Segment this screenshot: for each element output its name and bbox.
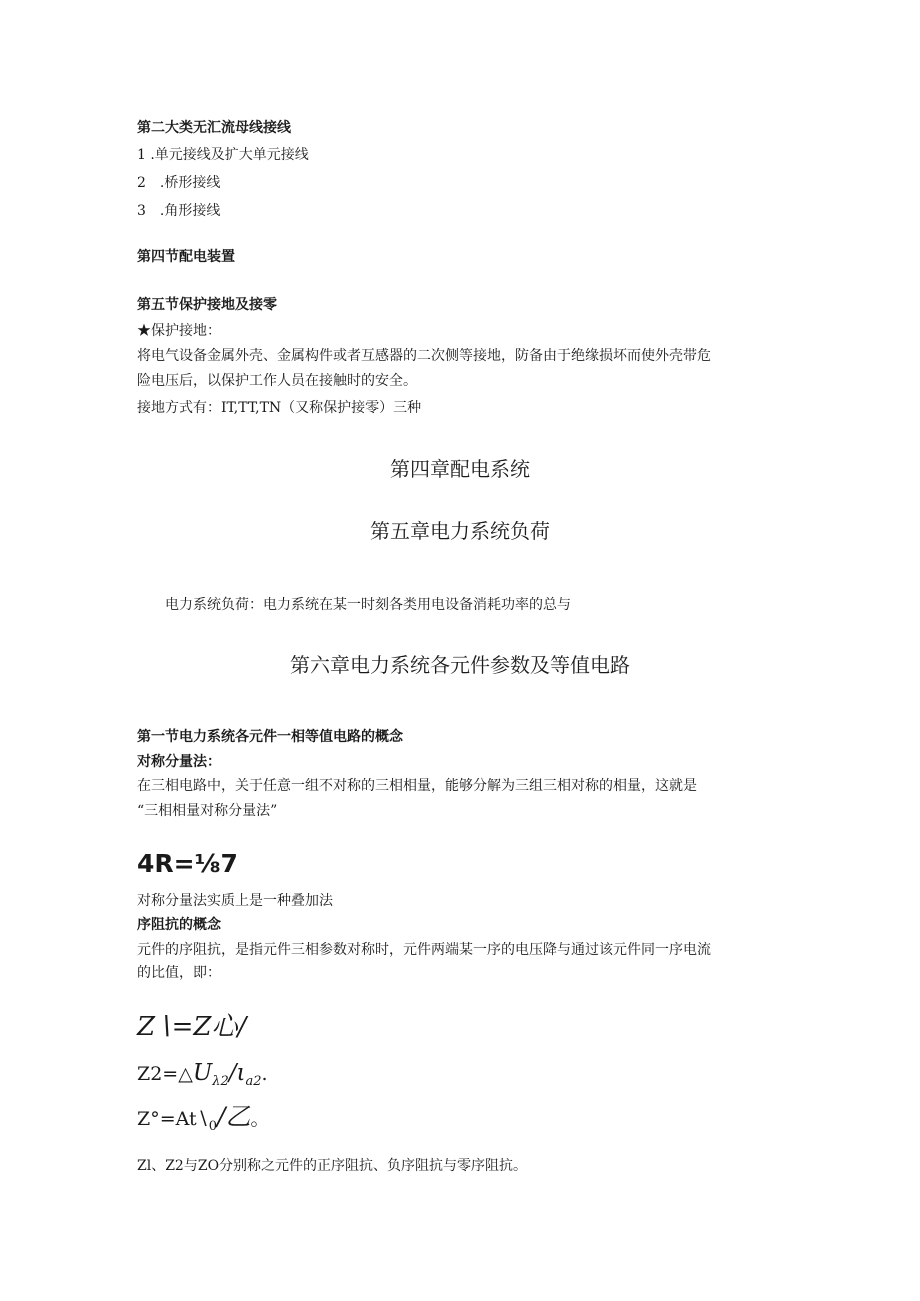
list-item: 1 .单元接线及扩大单元接线 [137,147,309,163]
formula-z2-sub2: a2 [245,1073,262,1089]
heading-symmetrical-components: 对称分量法： [137,754,221,770]
list-item: 2 .桥形接线 [137,175,221,191]
paragraph-line: 在三相电路中，关于任意一组不对称的三相相量，能够分解为三组三相对称的相量，这就是 [137,778,697,794]
paragraph-line: 的比值，即： [137,965,221,981]
heading-section1: 第一节电力系统各元件一相等值电路的概念 [137,729,403,745]
formula-z2-end: . [261,1063,268,1085]
protective-grounding-heading: ★保护接地： [137,323,221,339]
heading-section5: 第五节保护接地及接零 [137,297,277,313]
heading-no-bus-connection: 第二大类无汇流母线接线 [137,120,291,136]
formula-z2-prefix: Z2=△ [137,1063,193,1085]
heading-section4: 第四节配电装置 [137,249,235,265]
list-item: 3 .角形接线 [137,203,221,219]
load-definition: 电力系统负荷：电力系统在某一时刻各类用电设备消耗功率的总与 [165,597,571,613]
chapter6-title: 第六章电力系统各元件参数及等值电路 [290,653,630,677]
sequence-impedance-summary: Zl、Z2与ZO分别称之元件的正序阻抗、负序阻抗与零序阻抗。 [137,1158,528,1174]
formula-z0-end: 。 [250,1108,270,1130]
paragraph-line: 元件的序阻抗，是指元件三相参数对称时，元件两端某一序的电压降与通过该元件同一序电流 [137,942,711,958]
formula-z1: Z∖=Z心/ [137,1012,247,1042]
formula-z2-sub: λ2 [212,1073,229,1089]
grounding-methods: 接地方式有：IT,TT,TN（又称保护接零）三种 [137,400,422,416]
formula-z0-rest: /乙 [217,1102,251,1131]
formula-symmetrical: 4R=⅛7 [137,849,238,878]
chapter4-title: 第四章配电系统 [390,457,530,481]
formula-z0-prefix: Z°=At∖ [137,1108,209,1130]
formula-z0-sub: 0 [208,1118,218,1134]
chapter5-title: 第五章电力系统负荷 [370,519,550,543]
formula-z2-rest: /ι [228,1060,246,1086]
superposition-note: 对称分量法实质上是一种叠加法 [137,893,333,909]
heading-sequence-impedance: 序阻抗的概念 [137,917,221,933]
formula-z2-italic: U [192,1060,213,1086]
paragraph-line: 将电气设备金属外壳、金属构件或者互感器的二次侧等接地，防备由于绝缘损坏而使外壳带危 [137,348,711,364]
paragraph-line: “三相相量对称分量法” [137,803,278,819]
formula-z2 [137,1060,268,1095]
paragraph-line: 险电压后，以保护工作人员在接触时的安全。 [137,373,417,389]
formula-z0 [137,1104,269,1140]
